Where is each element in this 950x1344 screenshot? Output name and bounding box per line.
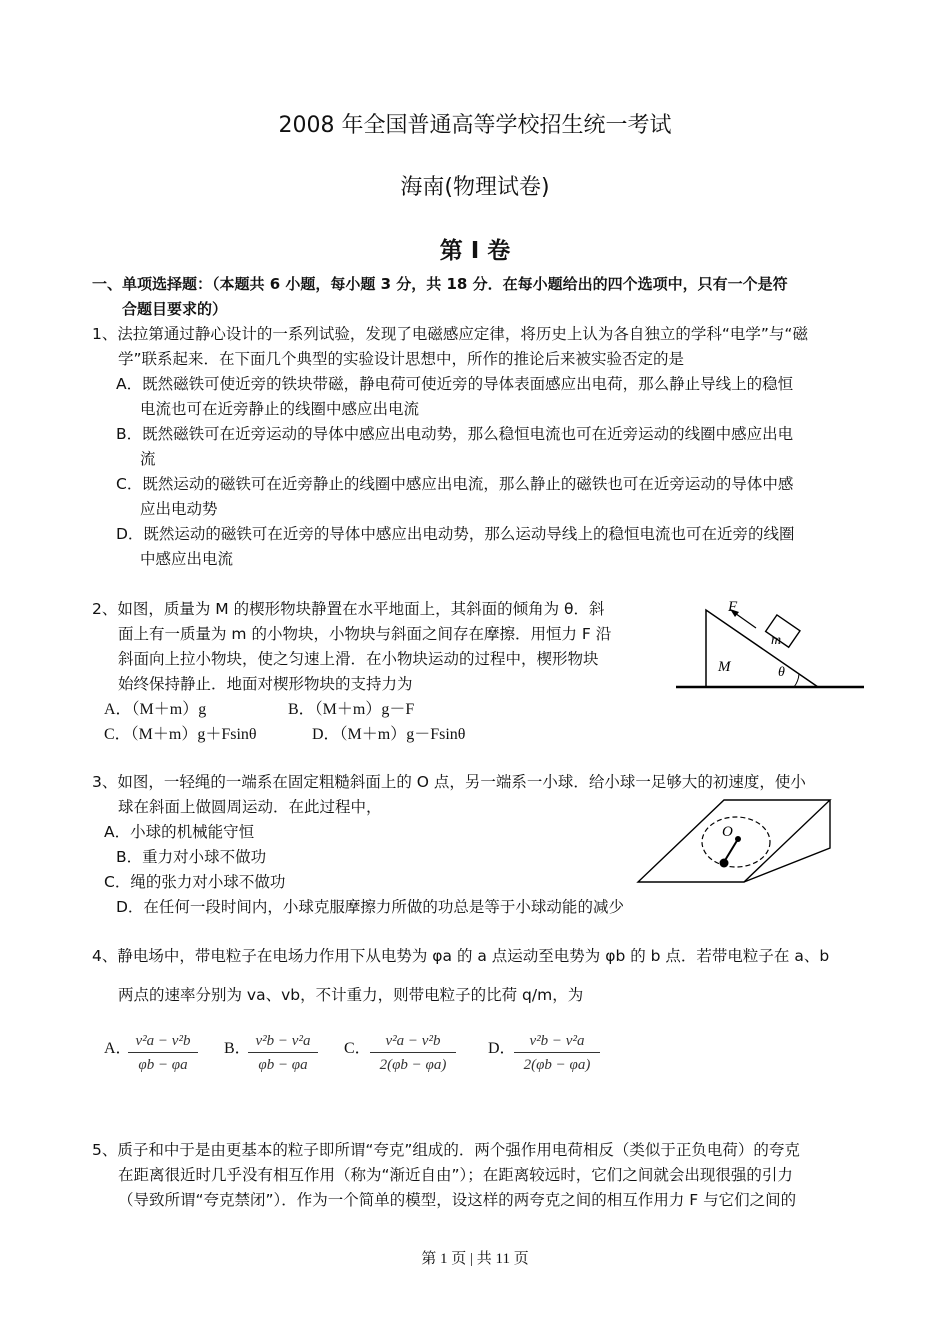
- q4-option-c-fraction: [370, 1030, 456, 1077]
- fraction-denominator: φb − φa: [138, 1057, 188, 1073]
- q2-stem-cont1: 面上有一质量为 m 的小物块，小物块与斜面之间存在摩擦．用恒力 F 沿: [118, 625, 612, 643]
- q5-stem: 5、质子和中于是由更基本的粒子即所谓“夸克”组成的．两个强作用电荷相反（类似于正负电荷）的夸克: [92, 1141, 800, 1159]
- q1-stem-cont: 学”联系起来．在下面几个典型的实验设计思想中，所作的推论后来被实验否定的是: [118, 350, 685, 368]
- q4-option-b-fraction: [248, 1030, 318, 1077]
- q5-stem-cont2: （导致所谓“夸克禁闭”）．作为一个简单的模型，设这样的两夸克之间的相互作用力 F 与它们之间的: [118, 1191, 797, 1209]
- ball: [720, 859, 729, 868]
- q5-stem-cont1: 在距离很近时几乎没有相互作用（称为“渐近自由”）；在距离较远时，它们之间就会出现很强的引力: [118, 1166, 793, 1184]
- exam-title: 2008 年全国普通高等学校招生统一考试: [278, 113, 672, 138]
- fraction-numerator: v²b − v²a: [514, 1030, 600, 1053]
- fraction-denominator: 2(φb − φa): [379, 1057, 447, 1073]
- q4-stem-cont: 两点的速率分别为 va、vb，不计重力，则带电粒子的比荷 q/m，为: [118, 986, 584, 1004]
- q1-option-b: B．既然磁铁可在近旁运动的导体中感应出电动势，那么稳恒电流也可在近旁运动的线圈中感应出电: [116, 425, 794, 443]
- label-M: M: [718, 659, 731, 675]
- label-F: F: [728, 599, 738, 615]
- q2-option-d: D．（M＋m）g－Fsinθ: [312, 726, 466, 743]
- q2-stem: 2、如图，质量为 M 的楔形物块静置在水平地面上，其斜面的倾角为 θ．斜: [92, 600, 605, 618]
- q1-option-a: A．既然磁铁可使近旁的铁块带磁，静电荷可使近旁的导体表面感应出电荷，那么静止导线上的稳恒: [116, 375, 794, 393]
- incline-top-face: [638, 800, 830, 882]
- page-number: 第 1 页 | 共 11 页: [421, 1251, 529, 1267]
- exam-subtitle: 海南(物理试卷): [400, 175, 550, 200]
- section-heading: 一、单项选择题：（本题共 6 小题，每小题 3 分，共 18 分．在每小题给出的四个选项中，只有一个是符: [92, 275, 788, 293]
- q1-option-a-cont: 电流也可在近旁静止的线圈中感应出电流: [140, 400, 420, 418]
- q1-option-c: C．既然运动的磁铁可在近旁静止的线圈中感应出电流，那么静止的磁铁也可在近旁运动的导体中感: [116, 475, 794, 493]
- q4-option-a-fraction: [128, 1030, 198, 1077]
- q4-option-d-label: D．: [488, 1040, 516, 1057]
- q2-option-b: B．（M＋m）g－F: [288, 701, 415, 718]
- q3-option-a: A．小球的机械能守恒: [104, 823, 255, 841]
- q2-option-a: A．（M＋m）g: [104, 701, 207, 718]
- label-m: m: [771, 633, 782, 648]
- q3-incline-figure: [634, 796, 840, 896]
- q3-option-d: D．在任何一段时间内，小球克服摩擦力所做的功总是等于小球动能的减少: [116, 898, 624, 916]
- q2-stem-cont2: 斜面向上拉小物块，使之匀速上滑．在小物块运动的过程中，楔形物块: [118, 650, 599, 668]
- q1-option-b-cont: 流: [140, 450, 156, 468]
- fraction-numerator: v²b − v²a: [248, 1030, 318, 1053]
- pivot-point: [735, 836, 741, 842]
- q3-option-c: C．绳的张力对小球不做功: [104, 873, 286, 891]
- q1-option-c-cont: 应出电动势: [140, 500, 218, 518]
- q3-stem: 3、如图，一轻绳的一端系在固定粗糙斜面上的 O 点，另一端系一小球．给小球一足够大的初速度，使小: [92, 773, 806, 791]
- q4-option-a-label: A．: [104, 1040, 132, 1057]
- q1-stem: 1、法拉第通过静心设计的一系列试验，发现了电磁感应定律，将历史上认为各自独立的学科“电学”与“磁: [92, 325, 808, 343]
- q1-option-d: D．既然运动的磁铁可在近旁的导体中感应出电动势，那么运动导线上的稳恒电流也可在近旁的线圈: [116, 525, 795, 543]
- q2-stem-cont3: 始终保持静止．地面对楔形物块的支持力为: [118, 675, 413, 693]
- q2-option-c: C．（M＋m）g＋Fsinθ: [104, 726, 257, 743]
- q1-option-d-cont: 中感应出电流: [140, 550, 234, 568]
- rope-line: [724, 839, 738, 862]
- volume-heading: 第 I 卷: [439, 238, 511, 264]
- label-O: O: [722, 824, 733, 840]
- wedge-outline: [706, 610, 818, 687]
- q2-wedge-figure: [668, 594, 868, 694]
- q4-option-c-label: C．: [344, 1040, 371, 1057]
- fraction-denominator: 2(φb − φa): [523, 1057, 591, 1073]
- fraction-denominator: φb − φa: [258, 1057, 308, 1073]
- q4-option-d-fraction: [514, 1030, 600, 1077]
- q3-stem-cont: 球在斜面上做圆周运动．在此过程中，: [118, 798, 382, 816]
- section-heading-cont: 合题目要求的）: [122, 300, 228, 318]
- q4-option-b-label: B．: [224, 1040, 251, 1057]
- angle-arc: [794, 674, 799, 687]
- fraction-numerator: v²a − v²b: [128, 1030, 198, 1053]
- label-theta: θ: [778, 665, 785, 680]
- fraction-numerator: v²a − v²b: [370, 1030, 456, 1053]
- q3-option-b: B．重力对小球不做功: [116, 848, 267, 866]
- q4-stem: 4、静电场中，带电粒子在电场力作用下从电势为 φa 的 a 点运动至电势为 φb 的 b 点．若带电粒子在 a、b: [92, 947, 830, 965]
